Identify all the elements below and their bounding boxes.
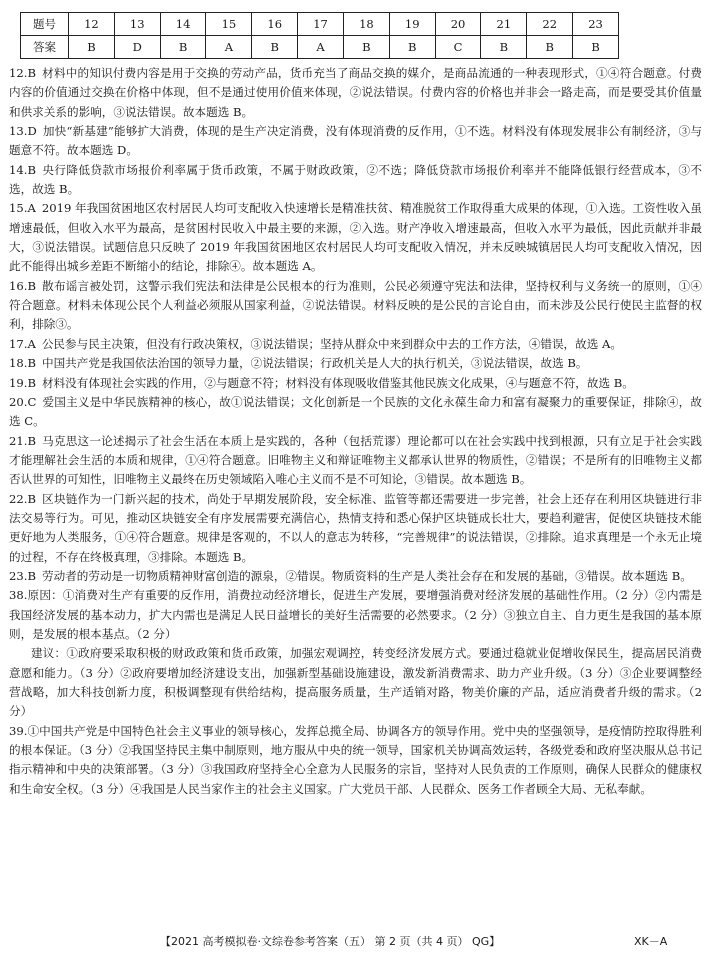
item-answer: A [27,201,36,216]
explanation-39 [9,722,702,799]
explanation-18 [9,354,702,373]
item-number: 20. [9,394,28,409]
question-number-cell: 12 [69,13,115,36]
question-number-cell: 18 [343,13,389,36]
item-answer: B [27,491,36,506]
item-answer: B [27,433,36,448]
item-answer: A [27,336,36,351]
question-number-cell: 19 [389,13,435,36]
question-number-cell: 15 [206,13,252,36]
page-footer [0,933,719,953]
question-number-cell: 21 [481,13,527,36]
answer-header-cell: 答案 [21,36,69,59]
answer-cell: C [435,36,481,59]
number-header-cell: 题号 [21,13,69,36]
item-text: 加快“新基建”能够扩大消费，体现的是生产决定消费，没有体现消费的反作用，①不选。材料没有体现发展非公有制经济，③与题意不符。故本题选 D。 [9,124,702,158]
item-answer: D [27,124,37,139]
explanation-15 [9,199,702,276]
item-text: 央行降低贷款市场报价利率属于货币政策，不属于财政政策，②不选；降低贷款市场报价利率并不能降低银行经营成本，③不选，故选 B。 [9,162,702,197]
question-number-cell: 13 [114,13,160,36]
explanation-14 [9,161,702,200]
item-number: 18. [9,356,28,371]
footer-code: XK－A [634,935,668,948]
explanation-17 [9,335,702,354]
item-answer: B [27,356,36,371]
answer-cell: B [481,36,527,59]
answer-cell: A [206,36,252,59]
item-text: 中国共产党是我国依法治国的领导力量，②说法错误；行政机关是人大的执行机关，③说法错误，故选 B。 [41,356,588,371]
explanation-21 [9,432,702,490]
item-text: 材料没有体现社会实践的作用，②与题意不符；材料没有体现吸收借鉴其他民族文化成果，④与题意不符，故选 B。 [41,375,634,390]
item-number: 17. [9,336,28,351]
item-answer: B [27,66,36,80]
answer-cell: B [573,36,619,59]
item-text: 材料中的知识付费内容是用于交换的劳动产品，货币充当了商品交换的媒介，是商品流通的一种表现形式，①④符合题意。付费内容的价值通过交换在价格中体现，但不是通过使用价值来体现，②说法错误。付费内容的价格也并非会一路走高，而是要受其价值量和供求关系的影响，③说法错误。故本题选 B。 [9,66,702,119]
question-number-cell: 20 [435,13,481,36]
explanation-20 [9,393,702,432]
item-number: 22. [9,491,28,506]
item-answer: B [27,278,36,293]
answer-table [20,12,619,59]
item-text: 爱国主义是中华民族精神的核心，故①说法错误；文化创新是一个民族的文化永葆生命力和富有凝聚力的重要保证，排除④，故选 C。 [9,394,702,429]
question-number-cell: 14 [160,13,206,36]
question-number-cell: 23 [573,13,619,36]
answer-table-answer-row [21,36,619,59]
answer-cell: D [114,36,160,59]
explanation-16 [9,277,702,335]
answer-explanations [9,64,702,799]
explanation-13 [9,122,702,161]
item-text: 区块链作为一门新兴起的技术，尚处于早期发展阶段，安全标准、监管等都还需要进一步完善，社会上还存在利用区块链进行非法交易等行为。可见，推动区块链安全有序发展需要充满信心，热情支持和悉心保护区块链成长壮大，要趋利避害，促使区块链技术能更好地为人类服务，①④符合题意。规律是客观的，不以人的意志为转移，“完善规律”的说法错误，②排除。追求真理是一个永无止境的过程，不存在终极真理，③排除。本题选 B。 [9,491,702,564]
item-number: 15. [9,201,28,216]
answer-cell: B [527,36,573,59]
item-answer: C [27,394,37,409]
answer-cell: B [389,36,435,59]
item-text: 劳动者的劳动是一切物质精神财富创造的源泉，②错误。物质资料的生产是人类社会存在和发展的基础，③错误。故本题选 B。 [41,568,692,583]
question-number-cell: 16 [252,13,298,36]
answer-cell: B [69,36,115,59]
explanation-19 [9,374,702,393]
explanation-22 [9,490,702,567]
answer-cell: B [252,36,298,59]
item-answer: B [27,162,36,177]
footer-title: 【2021 高考模拟卷·文综卷参考答案（五） 第 2 页（共 4 页） QG】 [160,935,501,948]
item-number: 23. [9,568,28,583]
item-number: 19. [9,375,28,390]
answer-cell: B [343,36,389,59]
answer-cell: A [298,36,344,59]
answer-table-number-row [21,13,619,36]
item-text: 原因：①消费对生产有重要的反作用，消费拉动经济增长，促进生产发展，要增强消费对经济发展的基础性作用。（2 分）②内需是我国经济发展的基本动力，扩大内需也是满足人民日益增长的美好生活需要的必然要求。（2 分）③独立自主、自力更生是我国的基本原则，是发展的根本基点。（2 分） [9,588,702,641]
item-number: 14. [9,162,28,177]
item-text: 建议：①政府要采取积极的财政政策和货币政策，加强宏观调控，转变经济发展方式。要通过稳就业促增收保民生，提高居民消费意愿和能力。（3 分）②政府要增加经济建设支出，加强新型基础设施建设，激发新消费需求、助力产业升级。（3 分）③企业要调整经营战略，加大科技创新力度，积极调整现有供给结构，提高服务质量，生产适销对路，物美价廉的产品，适应消费者升级的需求。（2 分） [9,646,702,719]
item-number: 21. [9,433,28,448]
item-number: 39. [9,723,28,738]
question-number-cell: 22 [527,13,573,36]
item-text: 公民参与民主决策，但没有行政决策权，③说法错误；坚持从群众中来到群众中去的工作方法，④错误，故选 A。 [41,336,622,351]
answer-cell: B [160,36,206,59]
question-number-cell: 17 [298,13,344,36]
explanation-38-reasons [9,586,702,644]
item-number: 16. [9,278,28,293]
item-answer: B [27,568,36,583]
explanation-38-suggestions [9,644,702,721]
item-number: 13. [9,124,28,139]
item-text: 2019 年我国贫困地区农村居民人均可支配收入快速增长是精准扶贫、精准脱贫工作取得重大成果的体现，①入选。工资性收入虽增速最低，但收入水平为最高，是贫困村民收入中最主要的来源，②入选。财产净收入增速最高，但收入水平为最低，因此贡献并非最大，③说法错误。试题信息只反映了 2019 年我国贫困地区农村居民人均可支配收入情况，并未反映城镇居民人均可支配收入情况，因此不能得出城乡差距不断缩小的结论，排除④。故本题选 A。 [9,201,702,274]
item-answer: B [27,375,36,390]
explanation-12 [9,64,702,122]
item-text: 马克思这一论述揭示了社会生活在本质上是实践的，各种（包括荒谬）理论都可以在社会实践中找到根源，只有立足于社会实践才能理解社会生活的本质和规律，①④符合题意。旧唯物主义和辩证唯物主义都承认世界的物质性，②错误；不是所有的旧唯物主义都否认世界的可知性，旧唯物主义最终在历史领域陷入唯心主义而不是不可知论，③错误。故本题选 B。 [9,433,702,487]
item-number: 38. [9,588,28,603]
item-number: 12. [9,66,28,80]
item-text: 散布谣言被处罚，这警示我们宪法和法律是公民根本的行为准则，公民必须遵守宪法和法律，坚持权利与义务统一的原则，①④符合题意。材料未体现公民个人利益必须服从国家利益，②说法错误。材料反映的是公民的言论自由，而未涉及公民行使民主监督的权利，排除③。 [9,278,702,332]
explanation-23 [9,567,702,586]
item-text: ①中国共产党是中国特色社会主义事业的领导核心，发挥总揽全局、协调各方的领导作用。党中央的坚强领导，是疫情防控取得胜利的根本保证。（3 分）②我国坚持民主集中制原则，地方服从中央的统一领导，国家机关协调高效运转，各级党委和政府坚决服从总书记指示精神和中央的决策部署。（3 分）③我国政府坚持全心全意为人民服务的宗旨，坚持对人民负责的工作原则，确保人民群众的健康权和生命安全权。（3 分）④我国是人民当家作主的社会主义国家。广大党员干部、人民群众、医务工作者顾全大局、无私奉献。 [9,723,702,796]
